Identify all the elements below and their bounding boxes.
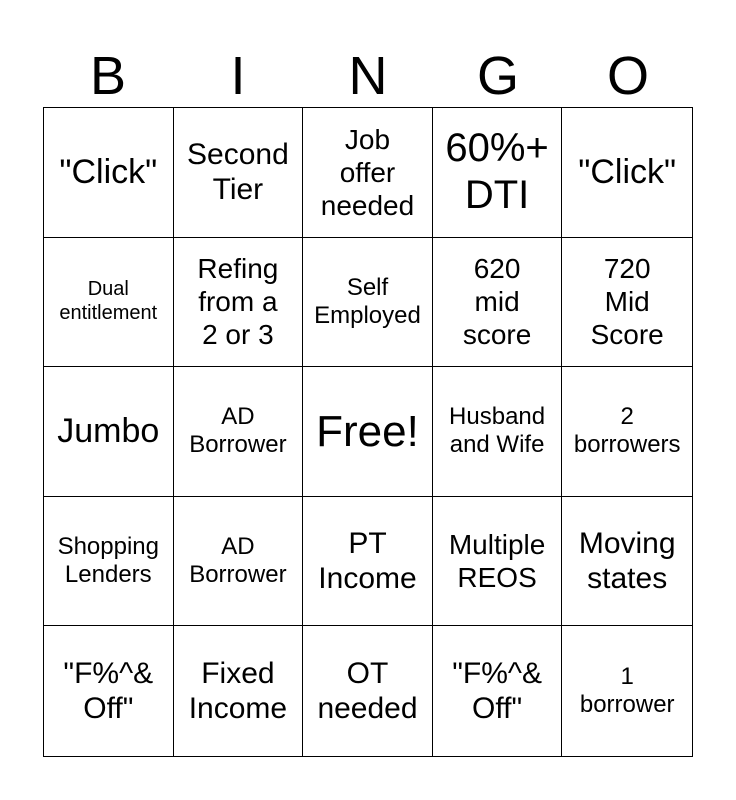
bingo-cell-label: 1 borrower xyxy=(579,662,675,719)
bingo-cell-label: Shopping Lenders xyxy=(57,532,160,589)
bingo-cell-r5c5[interactable] xyxy=(562,626,692,756)
bingo-cell-label: Self Employed xyxy=(314,273,421,329)
bingo-cell-label: Second Tier xyxy=(187,137,289,207)
bingo-cell-r1c2[interactable] xyxy=(174,108,304,238)
bingo-cell-r3c2[interactable] xyxy=(174,367,304,497)
header-letter-i: I xyxy=(230,46,246,106)
bingo-cell-r5c1[interactable] xyxy=(44,626,174,756)
bingo-cell-label: "F%^& Off" xyxy=(63,656,154,726)
bingo-cell-r3c4[interactable] xyxy=(433,367,563,497)
bingo-cell-label: 620 mid score xyxy=(462,253,532,351)
bingo-cell-label: Husband and Wife xyxy=(449,403,546,459)
bingo-cell-r4c1[interactable] xyxy=(44,497,174,627)
bingo-cell-label: 60%+ DTI xyxy=(445,126,549,218)
free-space-label: Free! xyxy=(316,406,419,456)
bingo-cell-r4c2[interactable] xyxy=(174,497,304,627)
bingo-cell-r5c4[interactable] xyxy=(433,626,563,756)
bingo-cell-r2c1[interactable] xyxy=(44,238,174,368)
bingo-cell-label: Jumbo xyxy=(57,412,160,451)
bingo-cell-label: "Click" xyxy=(59,153,158,192)
bingo-cell-r4c3[interactable] xyxy=(303,497,433,627)
bingo-cell-free[interactable] xyxy=(303,367,433,497)
bingo-cell-r4c4[interactable] xyxy=(433,497,563,627)
bingo-cell-r2c2[interactable] xyxy=(174,238,304,368)
bingo-cell-label: PT Income xyxy=(318,526,417,596)
bingo-cell-r2c4[interactable] xyxy=(433,238,563,368)
bingo-cell-r1c3[interactable] xyxy=(303,108,433,238)
bingo-header xyxy=(43,46,693,106)
bingo-cell-label: Fixed Income xyxy=(188,656,288,726)
bingo-cell-label: Multiple REOS xyxy=(448,529,546,594)
bingo-cell-r2c3[interactable] xyxy=(303,238,433,368)
bingo-cell-r3c1[interactable] xyxy=(44,367,174,497)
bingo-cell-label: "F%^& Off" xyxy=(452,656,542,726)
bingo-cell-r2c5[interactable] xyxy=(562,238,692,368)
bingo-cell-label: Dual entitlement xyxy=(59,278,158,324)
bingo-cell-r4c5[interactable] xyxy=(562,497,692,627)
bingo-cell-r1c1[interactable] xyxy=(44,108,174,238)
bingo-cell-r5c2[interactable] xyxy=(174,626,304,756)
bingo-card-grid xyxy=(43,107,693,757)
header-letter-b: B xyxy=(89,46,127,106)
bingo-cell-label: OT needed xyxy=(317,656,418,726)
bingo-cell-r5c3[interactable] xyxy=(303,626,433,756)
bingo-cell-label: 2 borrowers xyxy=(573,403,681,459)
bingo-cell-r1c5[interactable] xyxy=(562,108,692,238)
bingo-cell-label: AD Borrower xyxy=(189,532,287,589)
bingo-cell-r3c5[interactable] xyxy=(562,367,692,497)
bingo-cell-label: Refing from a 2 or 3 xyxy=(197,253,279,351)
bingo-cell-r1c4[interactable] xyxy=(433,108,563,238)
bingo-cell-label: "Click" xyxy=(578,153,677,192)
header-letter-g: G xyxy=(476,46,519,106)
bingo-cell-label: Moving states xyxy=(578,526,676,596)
bingo-cell-label: Job offer needed xyxy=(320,123,415,221)
bingo-cell-label: 720 Mid Score xyxy=(590,253,664,351)
header-letter-n: N xyxy=(348,46,388,106)
bingo-cell-label: AD Borrower xyxy=(189,403,287,459)
header-letter-o: O xyxy=(606,46,649,106)
